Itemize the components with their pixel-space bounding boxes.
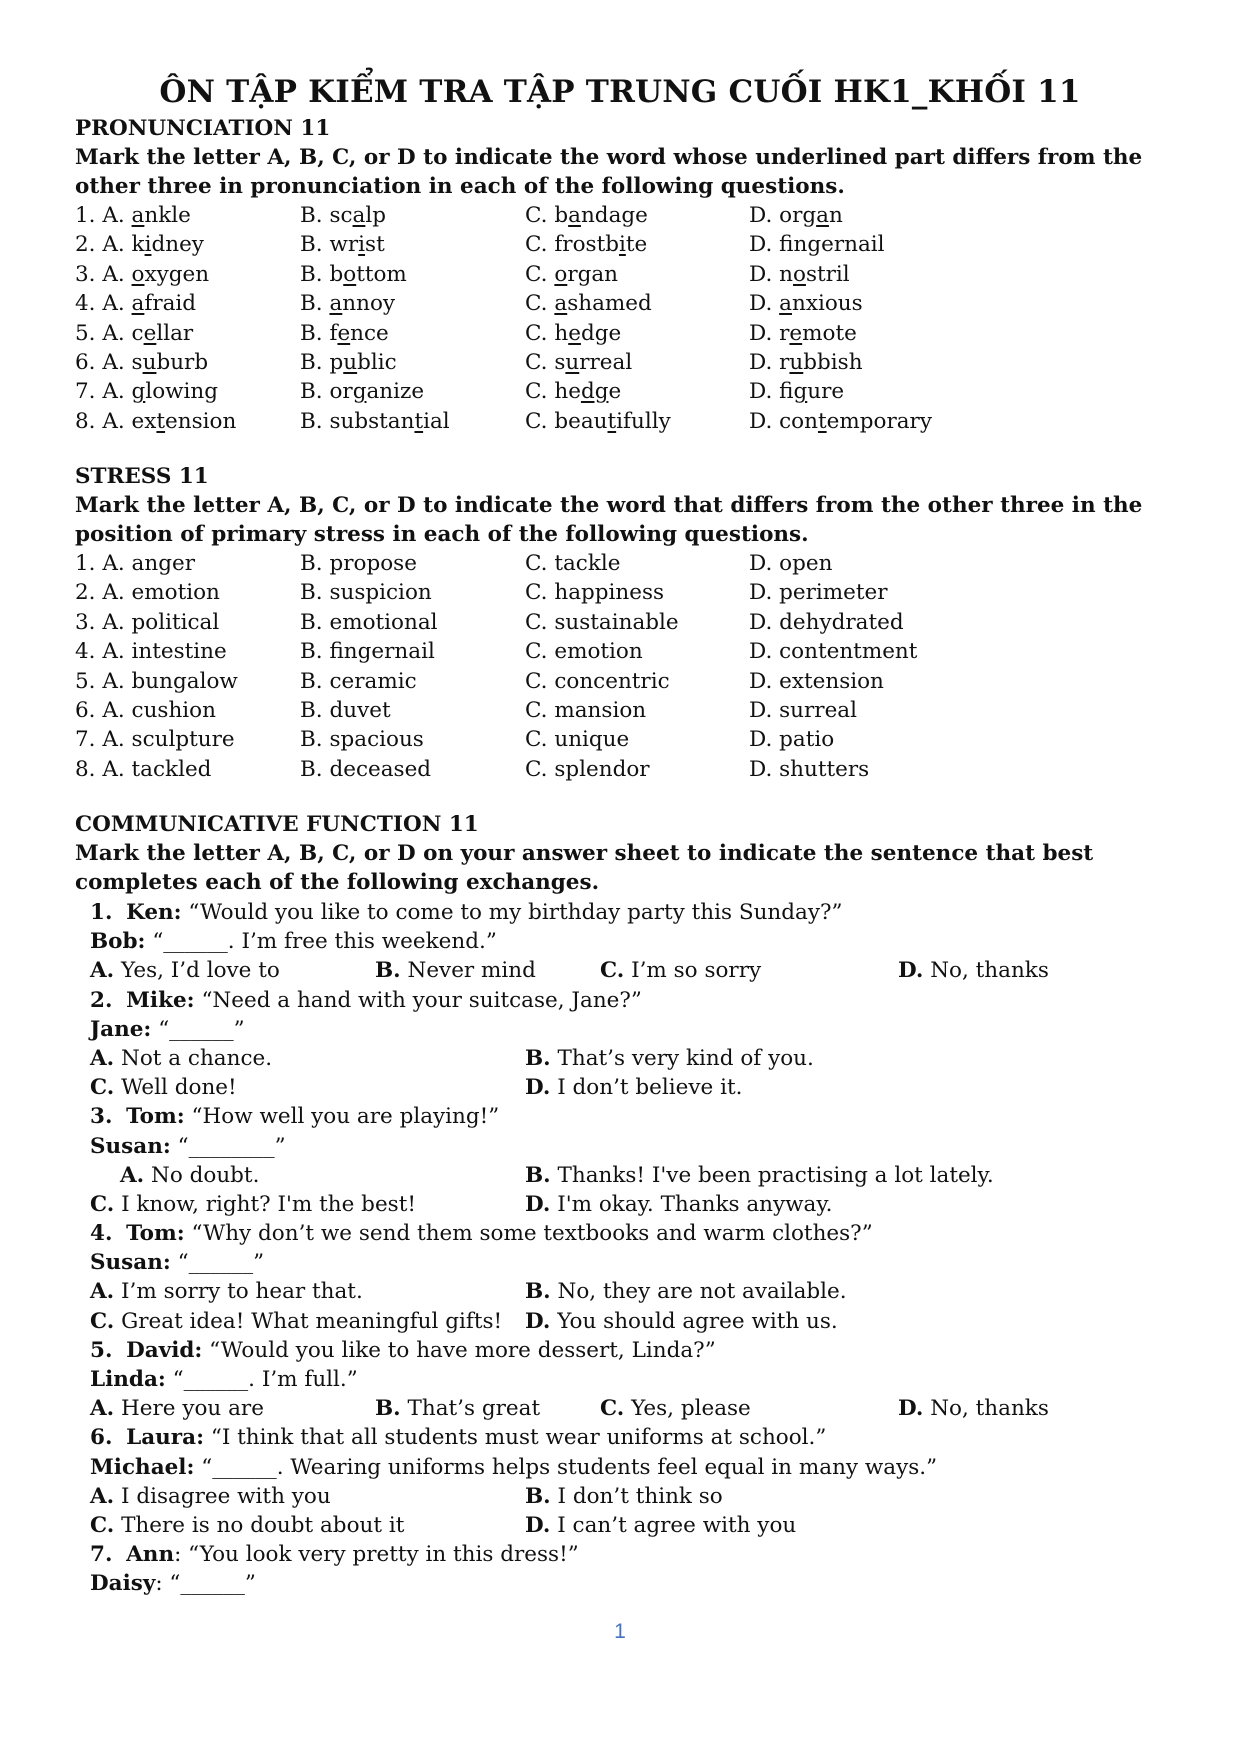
option-c[interactable]: C. There is no doubt about it: [90, 1512, 405, 1538]
exchange-line: 4. Tom: “Why don’t we send them some textbooks and warm clothes?”: [90, 1221, 873, 1247]
section-instruction: Mark the letter A, B, C, or D to indicate the word that differs from the other three in the position of primary stress in each of the following questions.: [75, 493, 1143, 547]
question-row: [75, 725, 1185, 754]
underlined-part: t: [414, 408, 424, 434]
answer-option[interactable]: 7. A. glowing: [75, 379, 219, 405]
answer-option[interactable]: B. wrist: [300, 232, 385, 258]
underlined-part: e: [337, 320, 351, 346]
answer-options: [90, 1394, 1190, 1423]
underlined-part: u: [565, 349, 580, 375]
question-row: [75, 230, 1185, 259]
question-row: [75, 578, 1185, 607]
answer-option[interactable]: B. suspicion: [300, 580, 432, 606]
exchange-line: Jane: “______”: [90, 1016, 245, 1042]
answer-option[interactable]: C. unique: [525, 727, 630, 753]
answer-option[interactable]: C. bandage: [525, 203, 648, 228]
answer-option[interactable]: B. public: [300, 349, 397, 375]
answer-option[interactable]: B. fingernail: [300, 639, 435, 665]
underlined-part: a: [131, 291, 145, 317]
answer-option[interactable]: D. remote: [749, 320, 857, 346]
question-row: [75, 407, 1185, 436]
question-row: [75, 637, 1185, 666]
answer-option[interactable]: C. ashamed: [525, 291, 652, 317]
underlined-part: u: [343, 349, 358, 375]
answer-option[interactable]: 3. A. oxygen: [75, 261, 210, 287]
pronunciation-section: [75, 114, 1185, 436]
underlined-part: e: [789, 320, 803, 346]
page-number: 1: [614, 1620, 626, 1643]
exchange-line: 3. Tom: “How well you are playing!”: [90, 1104, 500, 1130]
section-heading: STRESS 11: [75, 464, 209, 489]
option-c[interactable]: C. I’m so sorry: [600, 958, 762, 984]
underlined-part: dg: [580, 379, 609, 405]
answer-option[interactable]: D. dehydrated: [749, 609, 904, 635]
option-d[interactable]: D. I can’t agree with you: [525, 1512, 797, 1538]
answer-option[interactable]: D. patio: [749, 727, 835, 753]
option-a[interactable]: A. Here you are: [90, 1396, 264, 1422]
exchange-line: 6. Laura: “I think that all students must wear uniforms at school.”: [90, 1425, 827, 1451]
answer-option[interactable]: D. shutters: [749, 756, 870, 782]
exchange-line: Michael: “______. Wearing uniforms helps students feel equal in many ways.”: [90, 1454, 938, 1480]
answer-option[interactable]: D. figure: [749, 379, 845, 405]
exchange-line: Susan: “________”: [90, 1133, 286, 1159]
option-b[interactable]: B. Thanks! I've been practising a lot lately.: [525, 1162, 994, 1188]
answer-option[interactable]: C. concentric: [525, 668, 670, 694]
question-row: [75, 201, 1185, 230]
answer-option[interactable]: B. annoy: [300, 291, 396, 317]
underlined-part: o: [793, 261, 806, 287]
underlined-part: e: [568, 320, 581, 346]
underlined-part: a: [816, 203, 829, 228]
answer-option[interactable]: C. beautifully: [525, 408, 671, 434]
answer-option[interactable]: C. tackle: [525, 551, 621, 576]
underlined-part: t: [817, 408, 827, 434]
question-row: [75, 667, 1185, 696]
answer-option[interactable]: B. propose: [300, 551, 417, 576]
answer-option[interactable]: 5. A. cellar: [75, 320, 194, 346]
answer-option[interactable]: D. perimeter: [749, 580, 888, 606]
underlined-part: t: [607, 408, 617, 434]
answer-option[interactable]: 8. A. tackled: [75, 756, 212, 782]
underlined-part: i: [144, 232, 152, 258]
underlined-part: a: [554, 291, 568, 317]
option-d[interactable]: D. You should agree with us.: [525, 1308, 838, 1334]
underlined-part: e: [143, 320, 157, 346]
question-row: [75, 377, 1185, 406]
answer-option[interactable]: D. open: [749, 551, 833, 576]
answer-option[interactable]: D. organ: [749, 203, 843, 228]
answer-option[interactable]: C. hedge: [525, 379, 622, 405]
answer-option[interactable]: C. mansion: [525, 697, 647, 723]
answer-option[interactable]: 4. A. intestine: [75, 639, 227, 665]
option-c[interactable]: C. I know, right? I'm the best!: [90, 1191, 416, 1217]
underlined-part: i: [358, 232, 366, 258]
answer-option[interactable]: 2. A. emotion: [75, 580, 220, 606]
underlined-part: o: [554, 261, 568, 287]
option-b[interactable]: B. That’s great: [375, 1396, 541, 1422]
answer-options: [90, 1044, 1190, 1073]
answer-option[interactable]: 4. A. afraid: [75, 291, 197, 317]
underlined-part: o: [131, 261, 145, 287]
question-row: [75, 549, 1185, 578]
answer-options: [90, 1307, 1190, 1336]
answer-option[interactable]: C. surreal: [525, 349, 633, 375]
answer-option[interactable]: B. fence: [300, 320, 389, 346]
answer-option[interactable]: D. contentment: [749, 639, 918, 665]
exchange-line: Bob: “______. I’m free this weekend.”: [90, 929, 497, 955]
underlined-part: t: [156, 408, 166, 434]
option-b[interactable]: B. I don’t think so: [525, 1483, 723, 1509]
underlined-part: g: [793, 379, 808, 405]
answer-option[interactable]: B. organize: [300, 379, 425, 405]
section-instruction: Mark the letter A, B, C, or D on your answer sheet to indicate the sentence that best completes each of the following exchanges.: [75, 841, 1094, 895]
section-instruction: Mark the letter A, B, C, or D to indicate the word whose underlined part differs from the other three in pronunciation in each of the following questions.: [75, 145, 1143, 199]
answer-option[interactable]: 5. A. bungalow: [75, 668, 238, 694]
underlined-part: a: [131, 203, 145, 228]
communicative-questions: [90, 898, 1190, 1599]
answer-option[interactable]: 6. A. suburb: [75, 349, 209, 375]
option-b[interactable]: B. That’s very kind of you.: [525, 1045, 814, 1071]
answer-options: [90, 956, 1190, 985]
answer-option[interactable]: B. bottom: [300, 261, 407, 287]
answer-option[interactable]: D. fngernail: [749, 232, 885, 258]
option-c[interactable]: C. Great idea! What meaningful gifts!: [90, 1308, 503, 1334]
answer-option[interactable]: D. rubbish: [749, 349, 863, 375]
question-row: [75, 755, 1185, 784]
answer-options: [90, 1277, 1190, 1306]
page-title: ÔN TẬP KIỂM TRA TẬP TRUNG CUỐI HK1_KHỐI 11: [159, 74, 1081, 110]
underlined-part: u: [789, 349, 804, 375]
exchange-line: 1. Ken: “Would you like to come to my birthday party this Sunday?”: [90, 900, 843, 925]
answer-option[interactable]: 8. A. extension: [75, 408, 237, 434]
option-a[interactable]: A. No doubt.: [120, 1162, 260, 1188]
option-d[interactable]: D. No, thanks: [898, 958, 1049, 984]
option-c[interactable]: C. Well done!: [90, 1075, 237, 1101]
question-row: [75, 289, 1185, 318]
answer-option[interactable]: C. emotion: [525, 639, 643, 665]
answer-option[interactable]: D. nostril: [749, 261, 850, 287]
question-row: [75, 348, 1185, 377]
answer-option[interactable]: D. anxious: [749, 291, 863, 317]
answer-option[interactable]: C. happiness: [525, 580, 665, 606]
section-heading: COMMUNICATIVE FUNCTION 11: [75, 812, 479, 837]
underlined-part: a: [568, 203, 581, 228]
underlined-part: a: [352, 203, 366, 228]
answer-option[interactable]: C. splendor: [525, 756, 650, 782]
answer-option[interactable]: 7. A. sculpture: [75, 727, 235, 753]
question-row: [75, 319, 1185, 348]
answer-option[interactable]: 2. A. kidney: [75, 232, 204, 258]
option-b[interactable]: B. Never mind: [375, 958, 536, 984]
question-row: [75, 260, 1185, 289]
exchange-line: Daisy: “______”: [90, 1571, 256, 1597]
answer-option[interactable]: B. emotional: [300, 609, 438, 635]
answer-option[interactable]: C. sustainable: [525, 609, 679, 635]
answer-options: [90, 1511, 1190, 1540]
answer-option[interactable]: B. ceramic: [300, 668, 417, 694]
underlined-part: a: [779, 291, 792, 317]
answer-options: [90, 1190, 1190, 1219]
answer-option[interactable]: B. substantial: [300, 408, 450, 434]
exchange-line: 2. Mike: “Need a hand with your suitcase, Jane?”: [90, 987, 642, 1013]
option-b[interactable]: B. No, they are not available.: [525, 1279, 847, 1305]
underlined-part: i: [618, 232, 626, 258]
option-d[interactable]: D. I'm okay. Thanks anyway.: [525, 1191, 833, 1217]
answer-option[interactable]: 1. A. ankle: [75, 203, 191, 228]
answer-option[interactable]: C. hedge: [525, 320, 622, 346]
underlined-part: g: [131, 379, 146, 405]
answer-option[interactable]: B. deceased: [300, 756, 432, 782]
answer-option[interactable]: D. extension: [749, 668, 884, 694]
underlined-part: g: [352, 379, 367, 405]
exchange-line: Susan: “______”: [90, 1250, 265, 1276]
exchange-line: 7. Ann: “You look very pretty in this dress!”: [90, 1542, 579, 1568]
answer-option[interactable]: 1. A. anger: [75, 551, 195, 576]
answer-option[interactable]: D. contemporary: [749, 408, 932, 434]
section-heading: PRONUNCIATION 11: [75, 116, 331, 141]
answer-option[interactable]: 6. A. cushion: [75, 697, 216, 723]
option-d[interactable]: D. No, thanks: [898, 1396, 1049, 1422]
option-d[interactable]: D. I don’t believe it.: [525, 1075, 743, 1101]
communicative-section: [75, 810, 1185, 897]
exchange-line: Linda: “______. I’m full.”: [90, 1367, 358, 1392]
answer-options: [90, 1482, 1190, 1511]
option-a[interactable]: A. I’m sorry to hear that.: [90, 1279, 363, 1305]
option-c[interactable]: C. Yes, please: [600, 1396, 751, 1422]
option-a[interactable]: A. Yes, I’d love to: [90, 958, 280, 984]
stress-question-list: [75, 549, 1185, 784]
question-row: [75, 608, 1185, 637]
answer-options: [90, 1073, 1190, 1102]
answer-option[interactable]: C. frostbite: [525, 232, 648, 258]
pronunciation-question-list: [75, 201, 1185, 436]
answer-options: [90, 1161, 1190, 1190]
stress-section: [75, 462, 1185, 784]
question-row: [75, 696, 1185, 725]
answer-option[interactable]: B. scalp: [300, 203, 387, 228]
underlined-part: o: [343, 261, 357, 287]
option-a[interactable]: A. I disagree with you: [90, 1483, 331, 1509]
answer-option[interactable]: B. duvet: [300, 697, 391, 723]
answer-option[interactable]: 3. A. political: [75, 609, 220, 635]
exchange-line: 5. David: “Would you like to have more dessert, Linda?”: [90, 1337, 716, 1363]
answer-option[interactable]: B. spacious: [300, 727, 424, 753]
underlined-part: a: [329, 291, 343, 317]
answer-option[interactable]: D. surreal: [749, 697, 857, 723]
answer-option[interactable]: C. organ: [525, 261, 619, 287]
underlined-part: u: [142, 349, 157, 375]
option-a[interactable]: A. Not a chance.: [90, 1045, 273, 1071]
